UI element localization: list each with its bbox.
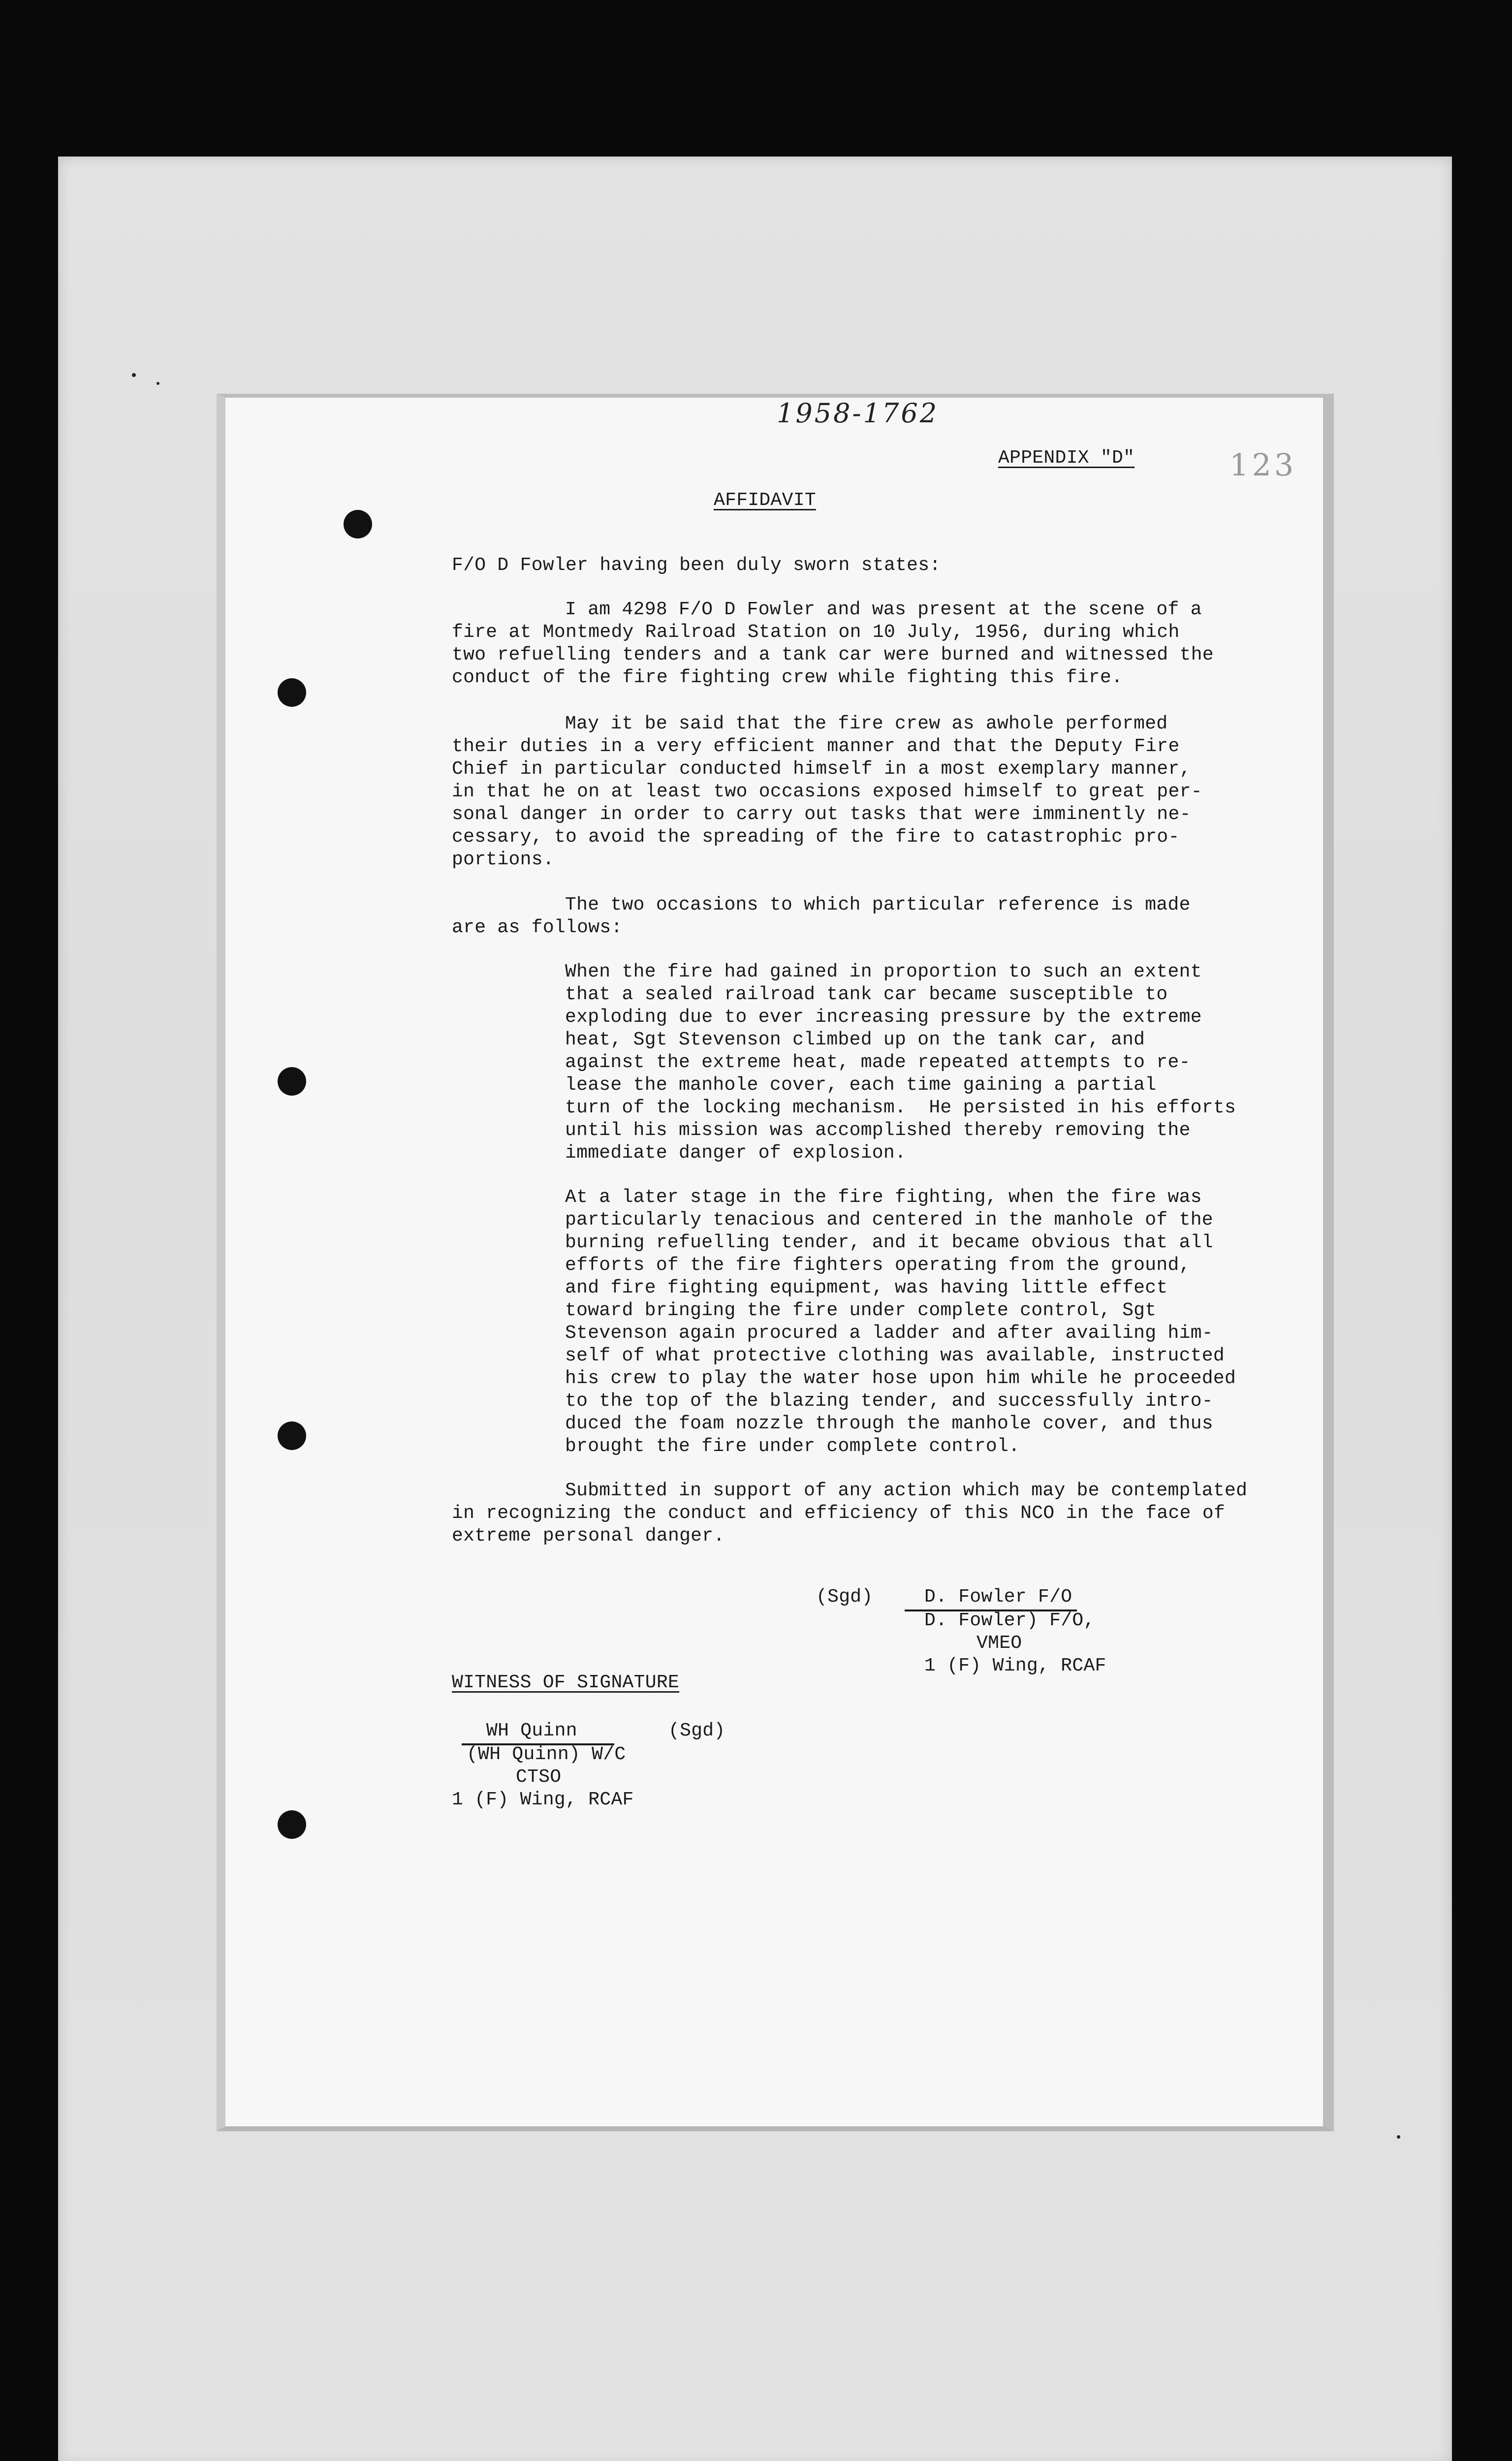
- text-line: lease the manhole cover, each time gaining a partial: [565, 1074, 1157, 1096]
- text-line: and fire fighting equipment, was having little effect: [565, 1277, 1168, 1298]
- signature-name: D. Fowler F/O: [924, 1586, 1072, 1608]
- text-line: are as follows:: [452, 917, 623, 938]
- text-line: The two occasions to which particular reference is made: [565, 894, 1191, 915]
- text-line: sonal danger in order to carry out tasks that were imminently ne-: [452, 804, 1191, 825]
- page-number-stamp: 123: [1229, 447, 1297, 483]
- text-line: burning refuelling tender, and it became obvious that all: [565, 1232, 1213, 1253]
- signatory-line: 1 (F) Wing, RCAF: [452, 1789, 634, 1810]
- text-line: toward bringing the fire under complete control, Sgt: [565, 1300, 1157, 1321]
- text-line: in recognizing the conduct and efficiency of this NCO in the face of: [452, 1503, 1226, 1524]
- film-speck: [132, 373, 136, 377]
- signatory-line: CTSO: [516, 1767, 562, 1788]
- text-line: Stevenson again procured a ladder and after availing him-: [565, 1323, 1213, 1344]
- signatory-line: (WH Quinn) W/C: [467, 1744, 626, 1765]
- appendix-label: APPENDIX "D": [998, 447, 1135, 469]
- text-line: to the top of the blazing tender, and successfully intro-: [565, 1390, 1213, 1412]
- signatory-line: D. Fowler) F/O,: [924, 1610, 1095, 1631]
- text-line: When the fire had gained in proportion to such an extent: [565, 961, 1202, 982]
- text-line: fire at Montmedy Railroad Station on 10 July, 1956, during which: [452, 622, 1180, 643]
- punch-hole: [278, 1810, 306, 1839]
- signatory-line: VMEO: [976, 1633, 1022, 1654]
- signature-name: WH Quinn: [486, 1720, 577, 1741]
- text-line: against the extreme heat, made repeated attempts to re-: [565, 1052, 1191, 1073]
- film-speck: [157, 382, 159, 385]
- text-line: cessary, to avoid the spreading of the fire to catastrophic pro-: [452, 826, 1180, 848]
- text-line: extreme personal danger.: [452, 1525, 725, 1546]
- text-line: I am 4298 F/O D Fowler and was present at the scene of a: [565, 599, 1202, 620]
- text-line: that a sealed railroad tank car became susceptible to: [565, 984, 1168, 1005]
- text-line: At a later stage in the fire fighting, when the fire was: [565, 1187, 1202, 1208]
- text-line: immediate danger of explosion.: [565, 1142, 907, 1164]
- text-line: particularly tenacious and centered in the manhole of the: [565, 1209, 1213, 1230]
- text-line: self of what protective clothing was available, instructed: [565, 1345, 1225, 1366]
- witness-heading: WITNESS OF SIGNATURE: [452, 1672, 680, 1693]
- text-line: brought the fire under complete control.: [565, 1436, 1020, 1457]
- text-line: their duties in a very efficient manner and that the Deputy Fire: [452, 736, 1180, 757]
- film-speck: [1397, 2135, 1400, 2139]
- intro-line: F/O D Fowler having been duly sworn states:: [452, 555, 941, 576]
- text-line: two refuelling tenders and a tank car were burned and witnessed the: [452, 644, 1214, 665]
- text-line: May it be said that the fire crew as awhole performed: [565, 713, 1168, 734]
- text-line: exploding due to ever increasing pressure by the extreme: [565, 1007, 1202, 1028]
- text-line: his crew to play the water hose upon him while he proceeded: [565, 1368, 1236, 1389]
- text-line: conduct of the fire fighting crew while fighting this fire.: [452, 667, 1123, 688]
- document-title: AFFIDAVIT: [714, 490, 816, 511]
- text-line: until his mission was accomplished thereby removing the: [565, 1120, 1191, 1141]
- punch-hole: [344, 510, 372, 538]
- text-line: Submitted in support of any action which may be contemplated: [565, 1480, 1248, 1501]
- text-line: Chief in particular conducted himself in a most exemplary manner,: [452, 758, 1191, 780]
- text-line: turn of the locking mechanism. He persisted in his efforts: [565, 1097, 1236, 1118]
- file-number: 1958-1762: [777, 398, 939, 429]
- punch-hole: [278, 1067, 306, 1096]
- text-line: in that he on at least two occasions exposed himself to great per-: [452, 781, 1202, 802]
- text-line: efforts of the fire fighters operating from the ground,: [565, 1255, 1191, 1276]
- text-line: portions.: [452, 849, 554, 870]
- typed-page: [217, 394, 1334, 2131]
- text-line: duced the foam nozzle through the manhole cover, and thus: [565, 1413, 1213, 1434]
- signatory-line: 1 (F) Wing, RCAF: [924, 1655, 1106, 1676]
- sgd-label: (Sgd): [816, 1586, 873, 1608]
- punch-hole: [278, 1421, 306, 1450]
- sgd-label: (Sgd): [668, 1720, 725, 1741]
- text-line: heat, Sgt Stevenson climbed up on the tank car, and: [565, 1029, 1145, 1050]
- punch-hole: [278, 678, 306, 707]
